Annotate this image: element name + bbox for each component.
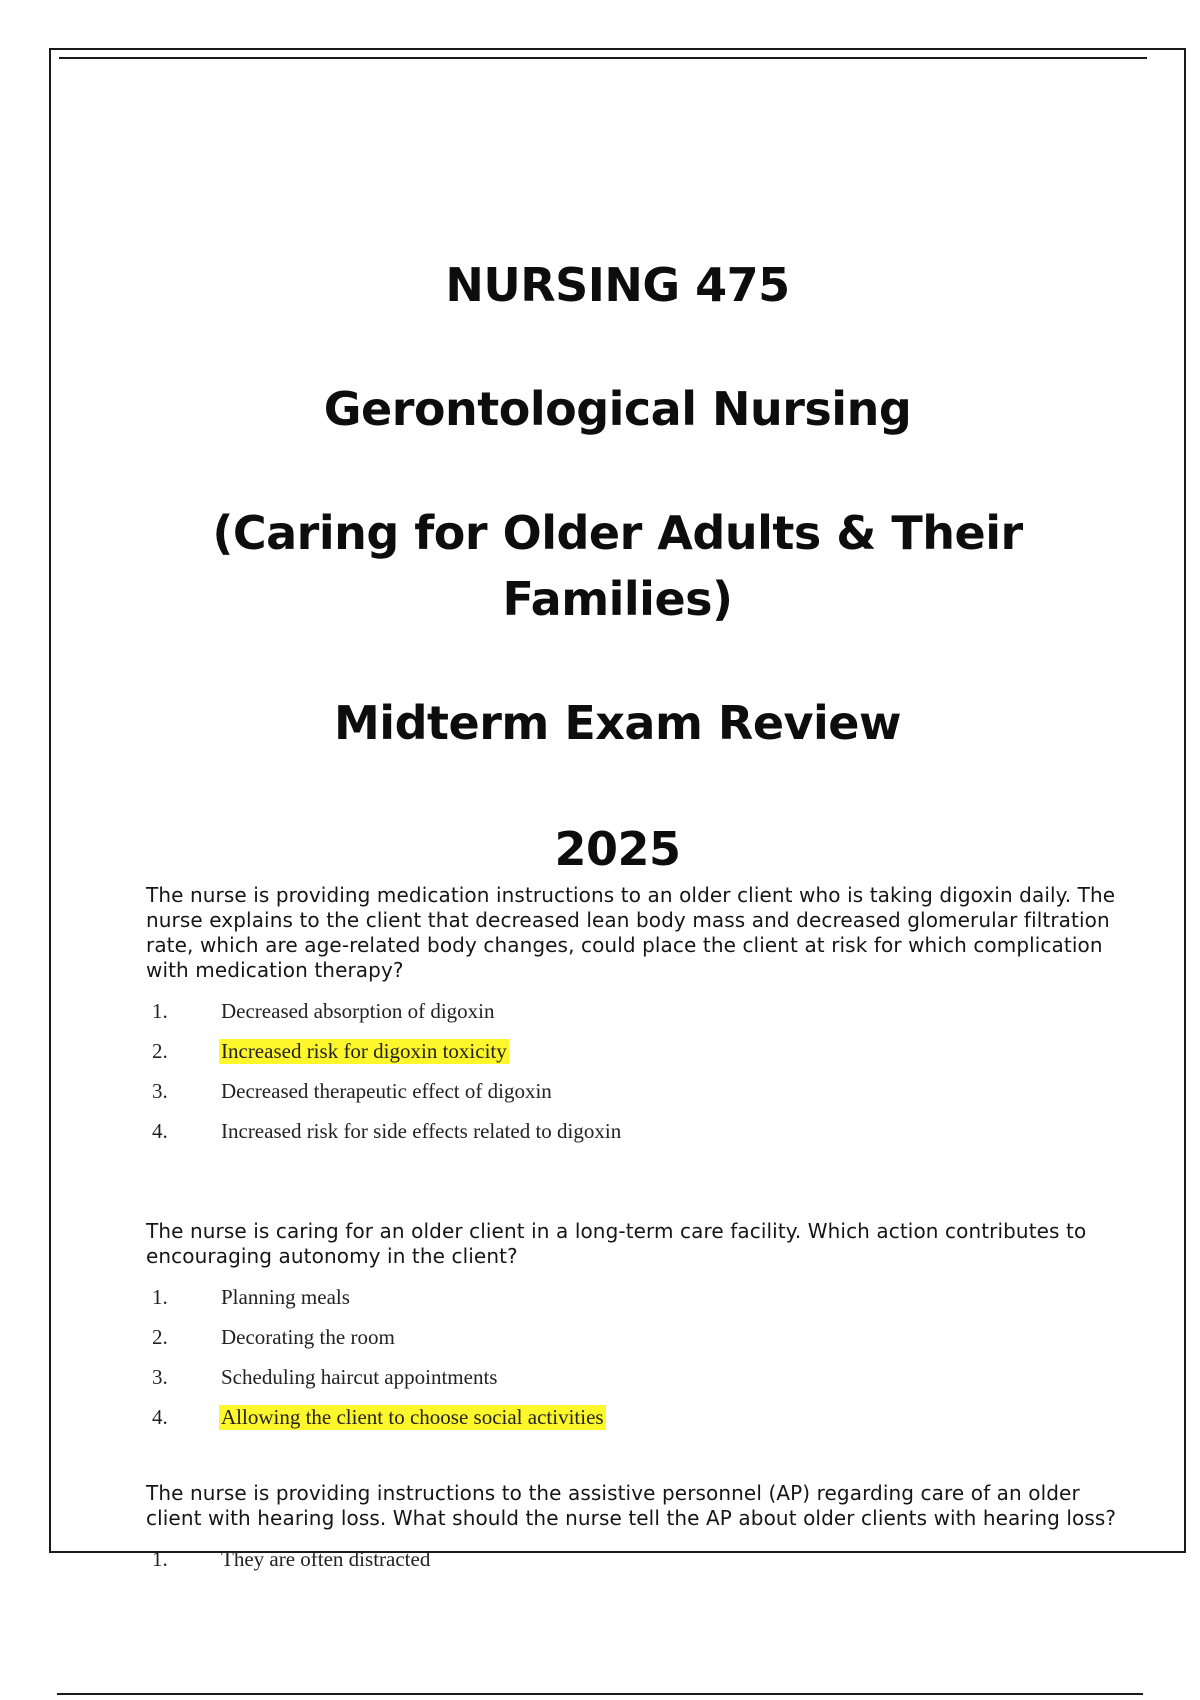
answer-options — [146, 1277, 1126, 1437]
question-2 — [146, 1219, 1126, 1437]
option-number: 1. — [152, 998, 168, 1023]
question-stem: The nurse is caring for an older client in a long-term care facility. Which action contributes to encouraging autonomy in the client? — [146, 1219, 1087, 1268]
option-number: 1. — [152, 1284, 168, 1309]
option-text: Decorating the room — [221, 1324, 395, 1349]
answer-option — [146, 1277, 1126, 1317]
answer-option-correct — [146, 1031, 1126, 1071]
option-number: 2. — [152, 1324, 168, 1349]
option-number: 4. — [152, 1404, 168, 1429]
option-text: Planning meals — [221, 1284, 350, 1309]
question-1 — [146, 883, 1126, 1151]
answer-option — [146, 1539, 1126, 1579]
option-number: 4. — [152, 1118, 168, 1143]
highlighted-answer-text: Increased risk for digoxin toxicity — [221, 1038, 507, 1063]
option-text: They are often distracted — [221, 1546, 431, 1571]
question-stem: The nurse is providing medication instructions to an older client who is taking digoxin daily. The nurse explains to the client that decreased lean body mass and decreased glomerular filtration rate, which are age-related body changes, could place the client at risk for which complication with medication therapy? — [146, 883, 1116, 982]
answer-option — [146, 1071, 1126, 1111]
question-list — [146, 883, 1126, 1579]
highlighted-answer-text: Allowing the client to choose social activities — [221, 1404, 604, 1429]
answer-option-correct — [146, 1397, 1126, 1437]
exam-year: 2025 — [554, 822, 681, 876]
exam-title: Midterm Exam Review — [334, 696, 901, 750]
answer-option — [146, 991, 1126, 1031]
answer-options — [146, 1539, 1126, 1579]
question-stem: The nurse is providing instructions to the assistive personnel (AP) regarding care of an older client with hearing loss. What should the nurse tell the AP about older clients with hearing loss? — [146, 1481, 1117, 1530]
option-number: 2. — [152, 1038, 168, 1063]
document-page — [49, 48, 1186, 1571]
option-text: Scheduling haircut appointments — [221, 1364, 498, 1389]
answer-options — [146, 991, 1126, 1151]
answer-option — [146, 1111, 1126, 1151]
bottom-rule-divider — [57, 1693, 1143, 1695]
option-text: Increased risk for side effects related to digoxin — [221, 1118, 622, 1143]
subject-title: Gerontological Nursing — [323, 382, 912, 436]
top-rule-divider — [59, 57, 1147, 59]
question-3 — [146, 1481, 1126, 1579]
subtitle-line-1: (Caring for Older Adults & Their — [212, 506, 1023, 560]
option-text: Decreased therapeutic effect of digoxin — [221, 1078, 552, 1103]
title-block — [51, 252, 1184, 882]
answer-option — [146, 1317, 1126, 1357]
course-title: NURSING 475 — [445, 258, 790, 312]
option-text: Decreased absorption of digoxin — [221, 998, 495, 1023]
option-number: 3. — [152, 1364, 168, 1389]
subtitle-line-2: Families) — [502, 572, 733, 626]
answer-option — [146, 1357, 1126, 1397]
option-number: 1. — [152, 1546, 168, 1571]
option-number: 3. — [152, 1078, 168, 1103]
